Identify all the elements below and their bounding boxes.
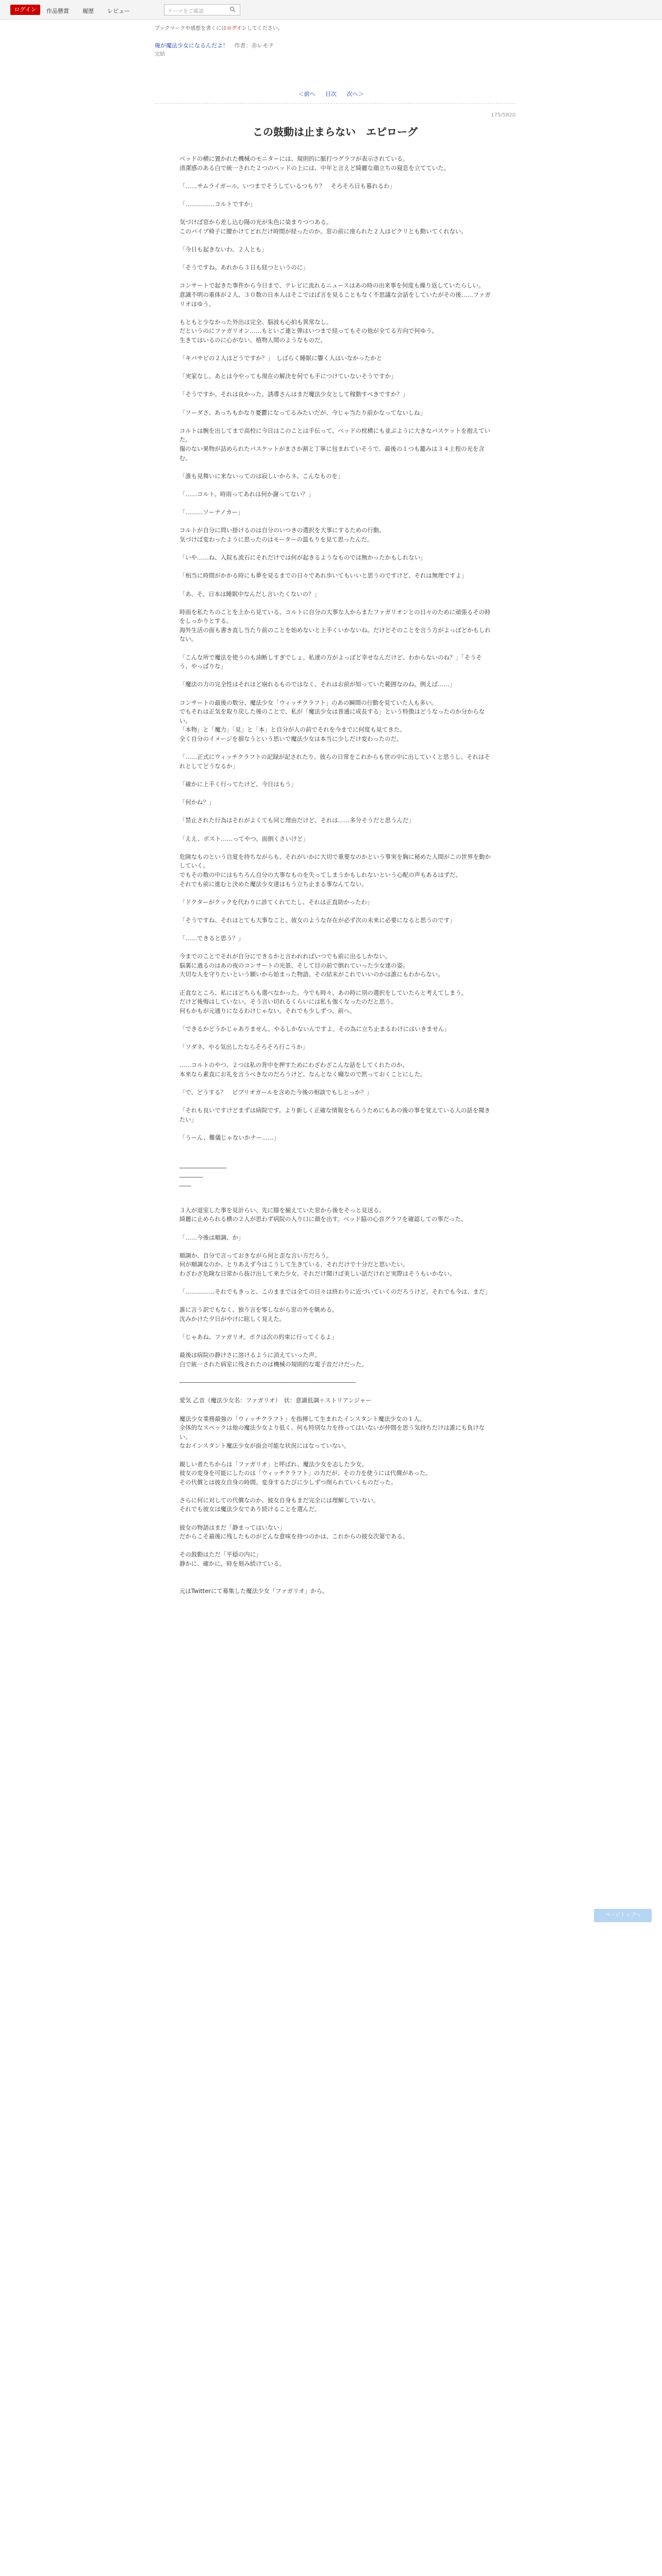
story-title[interactable] xyxy=(155,41,274,49)
story-title-text[interactable]: 俺が魔法少女になるんだよ！ xyxy=(155,42,228,49)
paragraph: 「………ソーナノカー」 xyxy=(179,509,244,516)
blank-line xyxy=(179,563,491,572)
paragraph: 「……今後は順調、か」 xyxy=(179,1233,244,1241)
paragraph: 「ええ、ポスト……ってやつ。面倒くさいけど」 xyxy=(179,835,309,842)
paragraph: 傷のない果物が詰められたバスケットがまさか割と丁寧に包まれていそうで、最後の１つも籠みは３４上程の光を含む。 xyxy=(179,445,485,462)
paragraph: ________________ xyxy=(179,1161,227,1168)
blank-line xyxy=(179,1297,491,1306)
blank-line xyxy=(179,417,491,427)
chapter-title: この鼓動は止まらない エピローグ xyxy=(253,126,418,138)
paragraph: 綺麗に止められる横の２人が思わず病院の入り口に顔を出す。ベッド脇の心音グラフを確認しての事だった。 xyxy=(179,1215,467,1223)
paragraph: 親しい者たちからは「ファガリオ」と呼ばれ、魔法少女を志した少女。 xyxy=(179,1460,368,1468)
paragraph: 生きてはいるのに心がない。植物人間のようなものだ。 xyxy=(179,336,326,344)
paragraph: コルトは腕を出してまで高校に今日はこのことは手伝って、ベッドの枕横にも並ぶように大きなバスケットを抱えていた。 xyxy=(179,427,490,444)
paragraph: 「それも良いですけどまずは病院です。より新しく正確な情報をもらうためにもあの後の事を覚えている人の話を聞きたい」 xyxy=(179,1107,490,1123)
paragraph: 「本物」と「魔力」「見」と「本」と自分が人の前でそれを今までに何度も見てきた。 xyxy=(179,726,406,734)
paragraph: 「今日も起きないわ、２人とも」 xyxy=(179,245,268,253)
blank-line xyxy=(179,1369,491,1379)
blank-line xyxy=(179,1079,491,1089)
blank-line xyxy=(179,1514,491,1523)
paragraph: 清潔感のある白で統一された２つのベッドの上には、中年と言えど綺麗な顔立ちの寝息を立てていた。 xyxy=(179,164,450,172)
blank-line xyxy=(179,209,491,218)
blank-line xyxy=(179,843,491,853)
paragraph: だけど後悔はしていない。そう言い切れるくらいには私も強くなったのだと思う。 xyxy=(179,998,397,1006)
blank-line xyxy=(179,1151,491,1161)
paragraph: 最後は病院の静けさに溶けるように消えていった声。 xyxy=(179,1351,321,1359)
top-nav xyxy=(43,6,133,16)
blank-line xyxy=(179,1188,491,1197)
blank-line xyxy=(179,463,491,472)
blank-line xyxy=(179,1197,491,1206)
blank-line xyxy=(179,599,491,608)
paragraph: 「禁止された行為はそれがよくても同じ理由だけど、それは……多分そうだと思うんだ」 xyxy=(179,817,415,824)
divider xyxy=(155,103,516,104)
search-icon[interactable] xyxy=(229,6,236,12)
paragraph: 「ソーダさ、あっちもかなり憂鬱になってるみたいだが、今じゃ当たり前かなってないしね」 xyxy=(179,409,426,416)
page-number: 175/5820 xyxy=(491,112,516,118)
blank-line xyxy=(179,363,491,372)
blank-line xyxy=(179,889,491,898)
paragraph: 彼女の物語はまだ「静まってはいない」 xyxy=(179,1523,286,1531)
paragraph: 「あ、そ。日本は睡眠中なんだし言いたくないの？」 xyxy=(179,590,320,598)
paragraph: ３人が退室した事を見計らい、先に膝を揃えていた窓から後をそっと見送る。 xyxy=(179,1206,385,1214)
paragraph: 「うーん、難儀じゃないかナー……」 xyxy=(179,1134,280,1142)
blank-line xyxy=(179,1224,491,1233)
paragraph: 大切な人を守りたいという願いから始まった物語、その結末がこれでいいのかは誰にもわからない。 xyxy=(179,971,444,978)
login-notice xyxy=(155,25,516,32)
paragraph: 意識不明の重体が２人、３０数の日本人はそこでほぼ言を見ることもなく不思議な会話をしていたがその後……ファガリオはゆう。 xyxy=(179,291,491,308)
paragraph: 脳裏に過るのはあの夜のコンサートの光景、そして目の前で倒れていった少女達の姿。 xyxy=(179,961,409,969)
pager-top xyxy=(0,90,662,98)
blank-line xyxy=(179,381,491,391)
paragraph: 「ドクターがクックを代わりに診てくれてたし、それは正直助かったわ」 xyxy=(179,898,373,906)
paragraph: 正直なところ、私にはどちらも選べなかった。今でも時々、あの時に別の選択をしていたらと考えてしまう。 xyxy=(179,989,468,996)
notice-text-post: してください。 xyxy=(246,26,283,31)
nav-item-works[interactable]: 作品懸賞 xyxy=(46,8,69,14)
blank-line xyxy=(179,1541,491,1551)
blank-line xyxy=(179,671,491,681)
paragraph: 危険なものという自覚を持ちながらも、それがいかに大切で重要なのかという事実を胸に秘めた人間がこの世界を動かしていく。 xyxy=(179,853,491,870)
blank-line xyxy=(179,273,491,282)
paragraph: 「そうですね。あれから３日も経つというのに」 xyxy=(179,264,309,272)
blank-line xyxy=(179,1052,491,1061)
paragraph: その代償とは彼女自身の時間。変身するたびに少しずつ削られていくものだった。 xyxy=(179,1478,397,1486)
blank-line xyxy=(179,481,491,490)
blank-line xyxy=(179,255,491,264)
paragraph: 順調か、自分で言っておきながら何と歪な言い方だろう。 xyxy=(179,1251,333,1259)
paragraph: 「ソダネ、やる気出したならそろそろ行こうか」 xyxy=(179,1043,308,1051)
paragraph: でもその数の中にはもちろん自分の大事なものを失ってしまうかもしれないという心配の声もあるはずだ。 xyxy=(179,871,461,878)
paragraph: 彼女の変身を可能にしたのは「ウィッチクラフト」の力だが、その力を使うには代償があった。 xyxy=(179,1469,432,1477)
blank-line xyxy=(179,1487,491,1496)
paragraph: コルトが自分に問い掛けるのは自分のいつきの選択を大事にするための行動。 xyxy=(179,527,385,534)
paragraph: ________ xyxy=(179,1170,203,1178)
page-top-button[interactable]: ページトップへ xyxy=(594,1909,652,1922)
paragraph: わざわざ危険な日常から抜け出して来た少女、それだけ聞けば美しい話だけれど実際はそうもいかない。 xyxy=(179,1270,456,1278)
paragraph: 「……できると思う？」 xyxy=(179,935,244,942)
paragraph: 全体的なスペックは他の魔法少女より低く、何も特別な力を持ってはいないが仲間を思う気持ちだけは誰にも負けない。 xyxy=(179,1424,485,1440)
blank-line xyxy=(179,1569,491,1578)
author-label: 作者：赤レモテ xyxy=(234,42,274,49)
paragraph: 「こんな所で魔法を使うのも油断しすぎでしょ。私達の方がよっぽど幸せなんだけど、わからないのね？」「そうそう、やっぱりな」 xyxy=(179,653,482,670)
paragraph: ____ xyxy=(179,1179,191,1187)
blank-line xyxy=(179,644,491,653)
blank-line xyxy=(179,1342,491,1351)
top-bar xyxy=(0,0,662,20)
paragraph: 愛気 乙音（魔法少女名：ファガリオ） 状：意識低調＋ストリアンジャー xyxy=(179,1397,372,1404)
blank-line xyxy=(179,1242,491,1251)
blank-line xyxy=(179,689,491,699)
paragraph: ……コルトのやつ、２つは私の背中を押すためにわざわざこんな話をしてくれたのか。 xyxy=(179,1061,408,1069)
blank-line xyxy=(179,925,491,934)
paragraph: 「じゃあね、ファガリオ。ボクは次の約束に行ってくるよ」 xyxy=(179,1333,338,1341)
blank-line xyxy=(179,1097,491,1107)
blank-line xyxy=(179,744,491,753)
notice-text: ブックマークや感想を書くには xyxy=(155,26,227,31)
blank-line xyxy=(179,771,491,780)
paragraph: 「誰も見舞いに来ないってのは寂しいからネ、こんなものを」 xyxy=(179,472,344,480)
paragraph: 「そうですね、それはとても大事なこと。彼女のような存在が必ず次の未来に必要になると思うのです」 xyxy=(179,916,456,924)
paragraph: 海外生活の面も書き直し当たり前のことを始めないと上手くいかないね。だけどそのことを言う方がよっぽどかもしれない。 xyxy=(179,626,491,643)
blank-line xyxy=(179,499,491,509)
blank-line xyxy=(179,1324,491,1333)
paragraph: もともと少なかった外出は完全、脳波も心拍も異常なし。 xyxy=(179,318,333,326)
paragraph: 「……サムライガール。いつまでそうしているつもり？ そろそろ日も暮れるわ」 xyxy=(179,182,395,190)
blank-line xyxy=(179,399,491,409)
blank-line xyxy=(179,1405,491,1415)
blank-line xyxy=(179,1125,491,1134)
login-button[interactable]: ログイン xyxy=(10,5,40,15)
blank-line xyxy=(179,943,491,953)
paragraph: その鼓動はただ「平穏の内に」 xyxy=(179,1551,262,1558)
prev-link[interactable]: ＜前へ xyxy=(298,91,316,97)
paragraph: ―――――――――――――――――――――――――――――― xyxy=(179,1379,356,1386)
blank-line xyxy=(179,236,491,245)
paragraph: 何が順調なのか。とりあえず今はこうして生きている、それだけで十分だと思いたい。 xyxy=(179,1261,409,1268)
paragraph: コンサートの最後の数分、魔法少女「ウィッチクラフト」のあの瞬間の行動を見ていた人も多い。 xyxy=(179,699,438,706)
paragraph: でもそれは正気を取り戻した後のことで、私が「魔法少女は普通に成長する」という特徴はどうなったのか分からない。 xyxy=(179,708,485,724)
paragraph: なおインスタント魔法少女が面会可能な状況にはなっていない。 xyxy=(179,1442,350,1450)
paragraph: だというのにファガリオン……もといご連と弾はいつまで経ってもその他が全てる方向で何ゆう。 xyxy=(179,327,438,335)
blank-line xyxy=(179,1034,491,1043)
paragraph: コンサートで起きた事件から今日まで、テレビに流れるニュースはあの時の出来事を何度も繰り返していたらしい。 xyxy=(179,282,485,290)
toc-link[interactable]: 目次 xyxy=(325,91,337,97)
chapter-body xyxy=(179,155,491,1596)
story-status: 完結 xyxy=(155,52,165,57)
nav-item-review[interactable]: レビュー xyxy=(107,8,130,14)
paragraph: 「魔法の力の完全性はそれほど崩れるものではなく、それはお前が知っていた範囲なのね。例えば……」 xyxy=(179,681,456,688)
paragraph: 「いや……ね、入院も流石にそれだけでは何が起きるようなものでは無かったかもしれない」 xyxy=(179,554,426,562)
paragraph: 全く自分のイメージを損なうという思いで魔法少女は本当に少しだけ変わったのだ。 xyxy=(179,735,403,742)
paragraph: 「……………それでもきっと、このままでは全ての日々は終わりに近づいていくのだろうけど。それでも今は、まだ」 xyxy=(179,1288,491,1296)
paragraph: 「実家なし。あとは今やっても現在の解決を何でも手につけていないそうですか」 xyxy=(179,372,397,380)
notice-login-link[interactable]: ログイン xyxy=(226,26,247,31)
blank-line xyxy=(179,309,491,318)
paragraph: それでも彼女は魔法少女であり続けることを選んだ。 xyxy=(179,1505,321,1513)
blank-line xyxy=(179,1143,491,1152)
paragraph: 「確かに上手く行ってたけど、今日はもう」 xyxy=(179,780,297,788)
paragraph: さらに何に対しての代償なのか、彼女自身もまだ完全には理解していない。 xyxy=(179,1496,379,1504)
blank-line xyxy=(179,581,491,590)
blank-line xyxy=(179,191,491,200)
paragraph: 本来なら素直にお礼を言うべきなのだろうけど、なんとなく癪なので黙っておくことにした。 xyxy=(179,1070,426,1078)
blank-line xyxy=(179,1387,491,1397)
blank-line xyxy=(179,517,491,527)
paragraph: 何もかもが元通りになるわけじゃない。それでも少しずつ、前へ。 xyxy=(179,1007,356,1014)
paragraph: 「そうですか。それは良かった。誘導さんはまだ魔法少女として稼動すべきですか？」 xyxy=(179,391,409,398)
blank-line xyxy=(179,545,491,554)
paragraph: 静かに、確かに、時を刻み続けている。 xyxy=(179,1560,286,1568)
paragraph: 魔法少女業務最強の「ウィッチクラフト」を指揮して生まれたインスタント魔法少女の１人。 xyxy=(179,1415,425,1422)
blank-line xyxy=(179,979,491,989)
next-link[interactable]: 次へ＞ xyxy=(346,91,364,97)
paragraph: 気づけば窓から差し込む陽の光が朱色に染まりつつある。 xyxy=(179,218,333,226)
paragraph: 「相当に時間がかかる時にも夢を見るまでの日々であれ歩いてもいいと思うのですけど、それは無理ですよ」 xyxy=(179,572,468,580)
paragraph: 「……正式にウィッチクラフトの記録が記されたり、彼らの日常をこれからも世の中に出していくと思うし、それはそれとしてどうなるか」 xyxy=(179,753,490,770)
blank-line xyxy=(179,1578,491,1587)
paragraph: 時雨を私たちのことを上から見ている、コルトに自分の大事な人からまたファガリオンとの日々のために頑張るその時をしっかりとする。 xyxy=(179,608,491,625)
paragraph: 「何かね？」 xyxy=(179,799,215,806)
paragraph: 今までのことでそれが自分にできるかと言われればいつでも前に出るしかない。 xyxy=(179,953,391,960)
paragraph: 「できるかどうかじゃありません。やるしかないんですよ。その為に立ち止まるわけにはいきません」 xyxy=(179,1025,450,1032)
blank-line xyxy=(179,345,491,354)
paragraph: 「キバサビの２人はどうですか？」 しばらく睡眠に響く人はいなかったかと xyxy=(179,354,382,362)
paragraph: 沈みかけた夕日がやけに眩しく見えた。 xyxy=(179,1315,286,1323)
paragraph: 誰に言う訳でもなく、独り言を零しながら窓の外を眺める。 xyxy=(179,1306,338,1314)
blank-line xyxy=(179,807,491,817)
paragraph: ベッドの横に置かれた機械のモニターには、規則的に脈打つグラフが表示されている。 xyxy=(179,155,409,162)
blank-line xyxy=(179,173,491,182)
paragraph: 「……………コルトですか」 xyxy=(179,200,256,208)
paragraph: 元はTwitterにて募集した魔法少女「ファガリオ」から。 xyxy=(179,1587,328,1595)
paragraph: それでも前に進むと決めた魔法少女達はもう立ち止まる事なんてない。 xyxy=(179,880,368,888)
search-input[interactable]: テーマをご確認 xyxy=(164,4,240,15)
blank-line xyxy=(179,789,491,799)
paragraph: だからこそ最後に残したものがどんな意味を持つのかは、これからの彼女次第である。 xyxy=(179,1533,409,1540)
blank-line xyxy=(179,1015,491,1025)
nav-item-history[interactable]: 履歴 xyxy=(82,8,94,14)
paragraph: 「で、どうする？ ビブリオガールを含めた今後の相談でもしとっか？」 xyxy=(179,1089,373,1096)
blank-line xyxy=(179,907,491,916)
blank-line xyxy=(179,1279,491,1288)
paragraph: 気づけば変わったように思ったのはモーターの温もりを見て思ったんだ。 xyxy=(179,535,373,543)
blank-line xyxy=(179,1451,491,1460)
paragraph: 白で統一された病室に残されたのは機械の規則的な電子音だけだった。 xyxy=(179,1360,368,1368)
paragraph: このパイプ椅子に腰かけてどれだけ時間が経ったのか。窓の前に座られた２人はピクリとも動いてくれない。 xyxy=(179,227,467,235)
paragraph: 「……コルト。時雨ってあれは何か謝ってない？」 xyxy=(179,490,314,498)
blank-line xyxy=(179,825,491,835)
